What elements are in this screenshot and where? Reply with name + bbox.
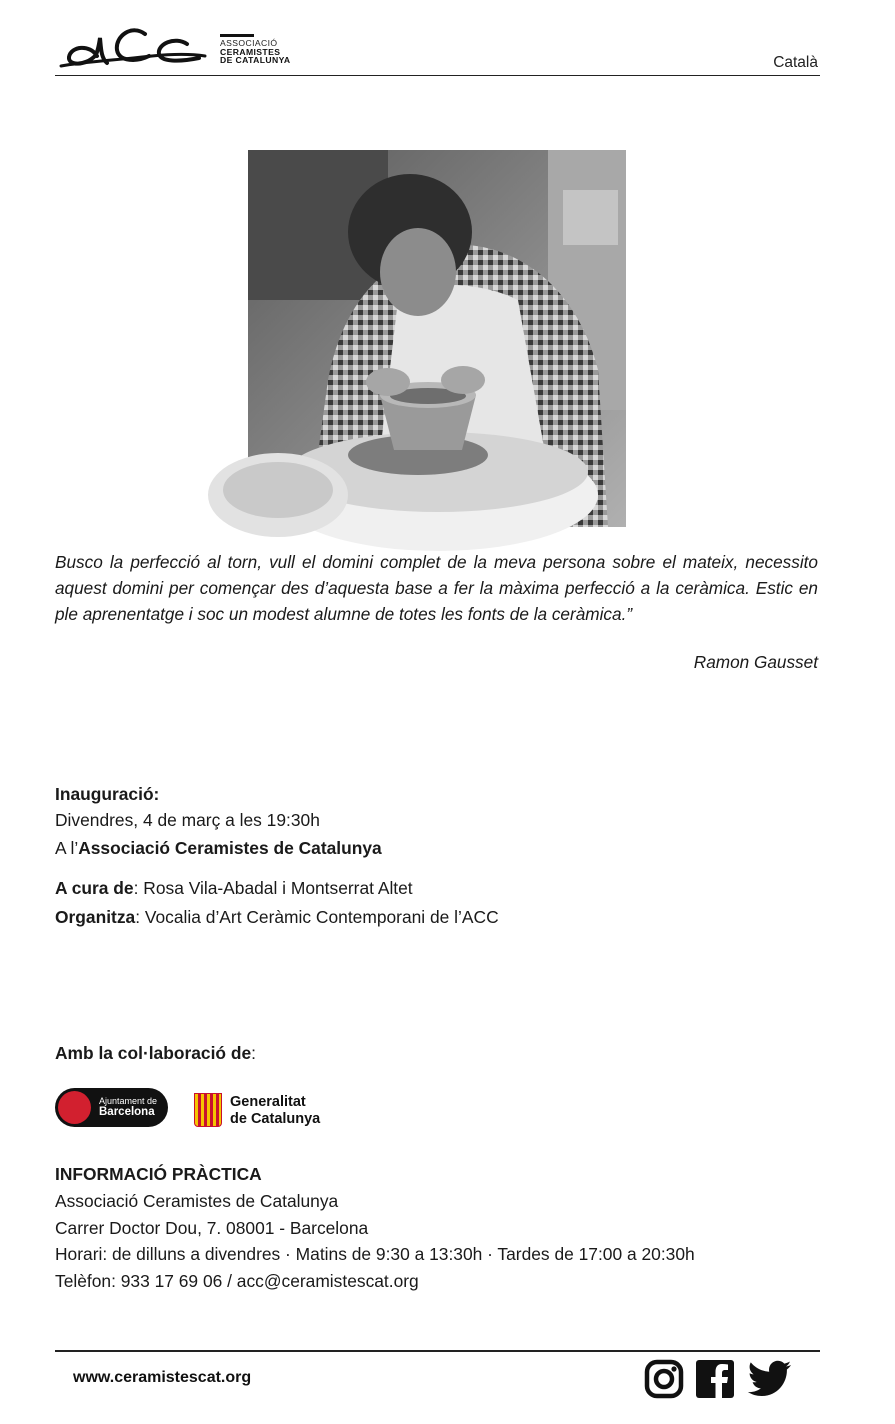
practical-line-3: Horari: de dilluns a divendres · Matins de 9:30 a 13:30h · Tardes de 17:00 a 20:30h [55, 1244, 695, 1264]
ajuntament-line-1: Ajuntament de [99, 1096, 158, 1106]
instagram-icon[interactable] [644, 1359, 684, 1399]
place-name: Associació Ceramistes de Catalunya [78, 838, 382, 858]
curated-value: : Rosa Vila-Abadal i Montserrat Altet [133, 878, 413, 898]
collaboration-colon: : [251, 1043, 257, 1063]
ceramist-photo [248, 150, 626, 527]
page-header [55, 3, 820, 76]
catalonia-flag-icon [194, 1093, 222, 1127]
twitter-icon[interactable] [748, 1359, 792, 1399]
curated-label: A cura de [55, 878, 134, 898]
logo-line-2: CERAMISTES [220, 46, 281, 57]
generalitat-line-2: de Catalunya [230, 1111, 321, 1127]
practical-line-4: Telèfon: 933 17 69 06 / acc@ceramistescat.org [55, 1271, 419, 1291]
logo-wordmark [220, 34, 310, 65]
organizer-value: : Vocalia d’Art Ceràmic Contemporani de l’ACC [135, 907, 499, 927]
facebook-icon[interactable] [695, 1359, 735, 1399]
curated-by [55, 878, 413, 899]
logo-mark-text: acc [57, 3, 82, 20]
website-link[interactable]: www.ceramistescat.org [73, 1369, 252, 1386]
inauguration-date: Divendres, 4 de març a les 19:30h [55, 810, 320, 830]
practical-line-2: Carrer Doctor Dou, 7. 08001 - Barcelona [55, 1218, 369, 1238]
generalitat-logo [194, 1091, 344, 1129]
quote-author: Ramon Gausset [693, 652, 818, 672]
collaboration-label: Amb la col·laboració de [55, 1043, 252, 1063]
practical-info-title: INFORMACIÓ PRÀCTICA [55, 1164, 262, 1184]
language-label: Català [773, 54, 818, 71]
organizer [55, 907, 499, 928]
place-prefix: A l’ [55, 838, 79, 858]
inauguration-place [55, 838, 382, 859]
logo-bar [220, 34, 254, 37]
acc-logo [57, 3, 207, 74]
barcelona-shield-icon [58, 1091, 91, 1124]
ajuntament-line-2: Barcelona [99, 1106, 155, 1118]
footer-divider [55, 1350, 820, 1352]
generalitat-line-1: Generalitat [230, 1094, 306, 1110]
collaboration-heading [55, 1043, 256, 1064]
quote-text: Busco la perfecció al torn, vull el domini complet de la meva persona sobre el mateix, necessito aquest domini per començar des d’aquesta base a fer la màxima perfecció a la ceràmica. Estic en ple aprenentatge i soc un modest alumne de totes les fonts de la ceràmica.” [55, 552, 818, 624]
logo-line-3: DE CATALUNYA [220, 55, 291, 66]
practical-line-1: Associació Ceramistes de Catalunya [55, 1191, 339, 1211]
logo-line-1: ASSOCIACIÓ [220, 38, 278, 48]
organizer-label: Organitza [55, 907, 136, 927]
ajuntament-barcelona-logo [55, 1088, 168, 1127]
inauguration-label: Inauguració: [55, 784, 160, 804]
